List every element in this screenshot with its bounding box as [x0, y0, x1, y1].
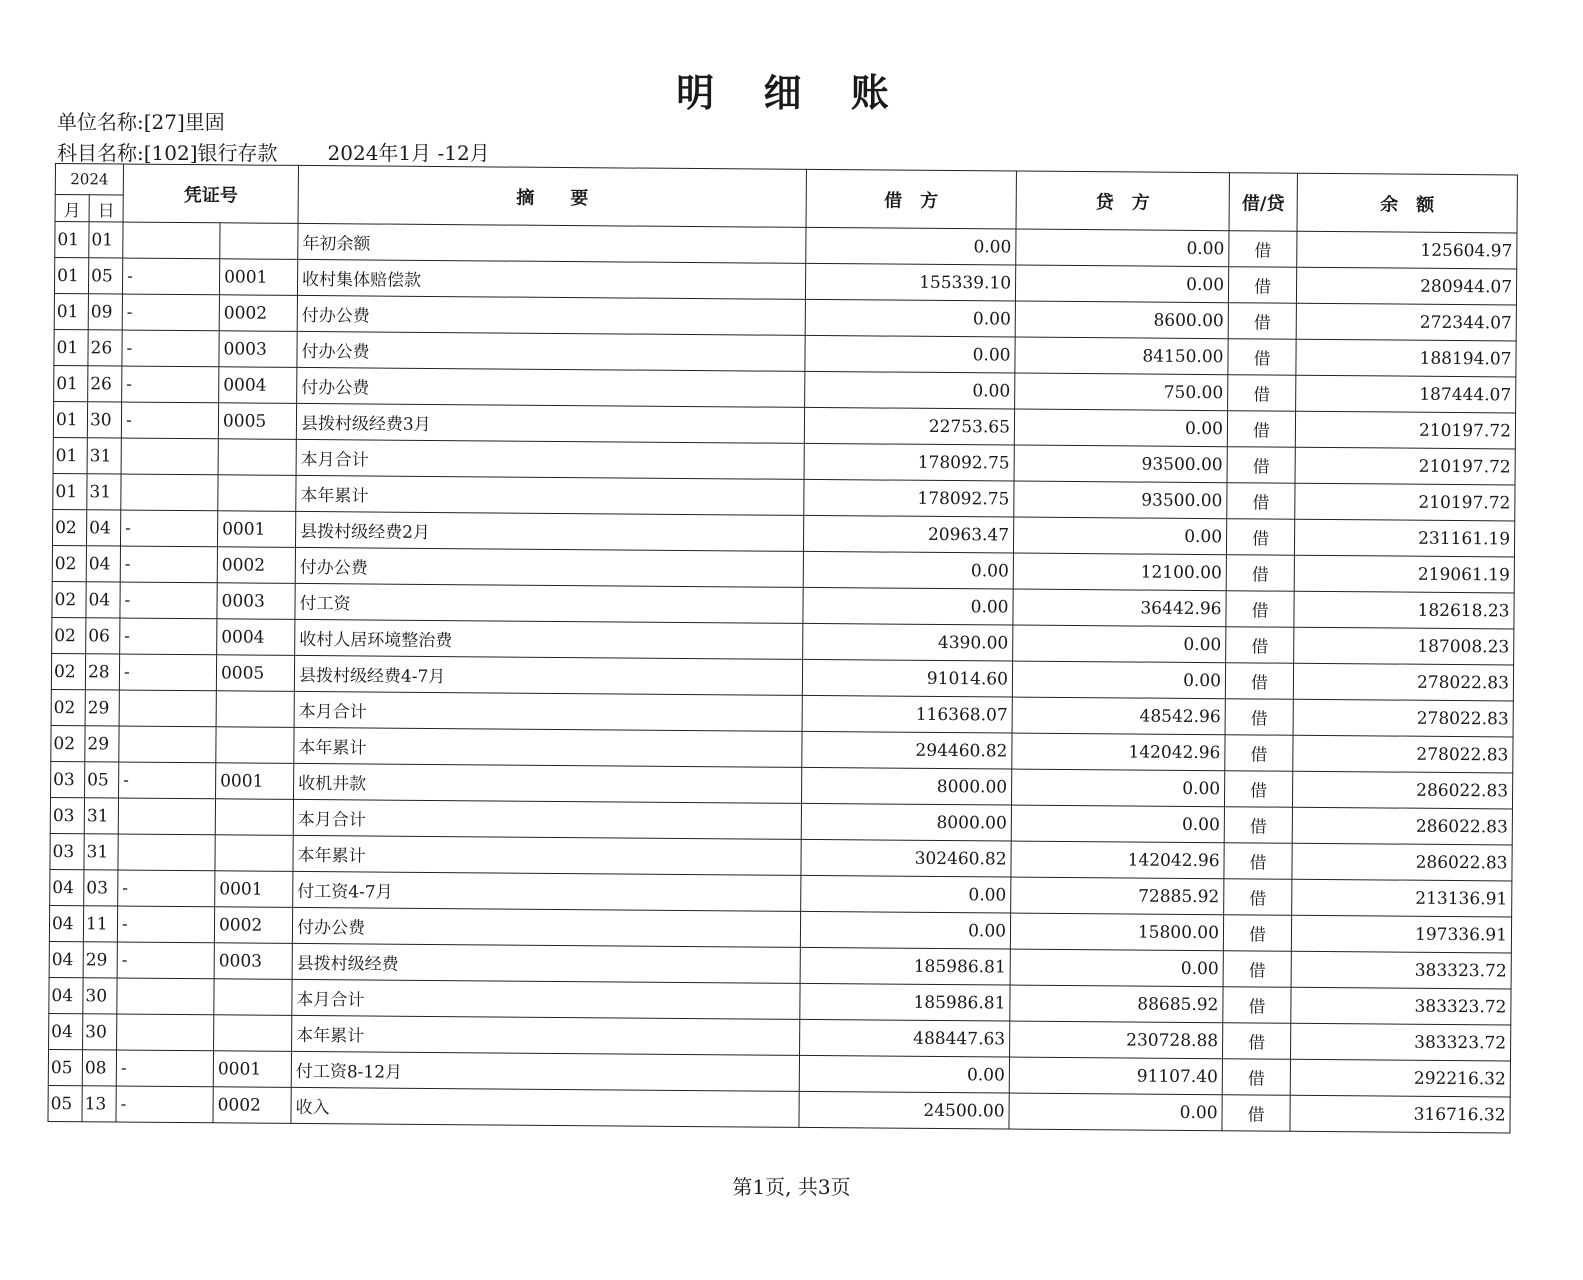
balance-cell: 278022.83	[1293, 663, 1513, 701]
debit-header: 借 方	[806, 169, 1016, 229]
direction-cell: 借	[1229, 231, 1297, 268]
voucher-type-cell: -	[122, 258, 219, 295]
month-cell: 02	[51, 725, 85, 761]
month-cell: 04	[49, 905, 83, 941]
summary-cell: 本月合计	[292, 979, 800, 1019]
direction-cell: 借	[1226, 555, 1294, 592]
summary-cell: 本年累计	[296, 475, 804, 515]
voucher-type-cell	[123, 222, 220, 259]
credit-cell: 48542.96	[1012, 697, 1225, 735]
summary-cell: 付工资8-12月	[291, 1051, 799, 1091]
debit-cell: 8000.00	[801, 803, 1011, 841]
day-cell: 05	[85, 762, 119, 798]
debit-cell: 178092.75	[804, 479, 1014, 517]
debit-cell: 91014.60	[802, 659, 1012, 697]
voucher-number-cell	[216, 691, 294, 728]
direction-cell: 借	[1222, 1095, 1290, 1132]
ledger-body	[48, 222, 1517, 1133]
direction-cell: 借	[1223, 915, 1291, 952]
direction-cell: 借	[1225, 735, 1293, 772]
credit-cell: 230728.88	[1010, 1021, 1223, 1059]
balance-cell: 213136.91	[1292, 879, 1512, 917]
balance-cell: 316716.32	[1290, 1095, 1510, 1133]
voucher-header: 凭证号	[123, 164, 298, 223]
day-cell: 29	[85, 726, 119, 762]
summary-cell: 县拨村级经费4-7月	[294, 655, 802, 695]
day-cell: 11	[83, 906, 117, 942]
balance-cell: 125604.97	[1297, 231, 1517, 269]
direction-cell: 借	[1226, 627, 1294, 664]
voucher-type-cell	[119, 690, 216, 727]
voucher-number-cell: 0005	[218, 403, 296, 440]
voucher-number-cell: 0001	[219, 259, 297, 296]
voucher-type-cell	[121, 438, 218, 475]
voucher-type-cell: -	[118, 870, 215, 907]
summary-cell: 本年累计	[294, 727, 802, 767]
voucher-type-cell: -	[116, 1086, 213, 1123]
credit-header: 贷 方	[1016, 171, 1229, 231]
month-cell: 04	[49, 977, 83, 1013]
direction-cell: 借	[1228, 303, 1296, 340]
credit-cell: 15800.00	[1010, 913, 1223, 951]
voucher-number-cell: 0004	[217, 619, 295, 656]
summary-cell: 付办公费	[297, 295, 805, 335]
page-footer: 第1页, 共3页	[732, 1175, 851, 1199]
day-cell: 31	[84, 834, 118, 870]
month-cell: 03	[51, 761, 85, 797]
period: 2024年1月 -12月	[327, 141, 490, 165]
credit-cell: 36442.96	[1013, 589, 1226, 627]
summary-cell: 本月合计	[294, 691, 802, 731]
summary-cell: 付工资4-7月	[293, 871, 801, 911]
voucher-number-cell: 0002	[214, 907, 292, 944]
direction-cell: 借	[1227, 483, 1295, 520]
day-cell: 04	[86, 582, 120, 618]
summary-cell: 收入	[291, 1087, 799, 1127]
summary-cell: 县拨村级经费3月	[296, 403, 804, 443]
summary-cell: 付办公费	[295, 547, 803, 587]
credit-cell: 0.00	[1009, 1093, 1222, 1131]
direction-cell: 借	[1223, 1023, 1291, 1060]
credit-cell: 88685.92	[1010, 985, 1223, 1023]
ledger-table	[47, 163, 1517, 1133]
balance-cell: 286022.83	[1292, 843, 1512, 881]
day-cell: 03	[84, 870, 118, 906]
debit-cell: 488447.63	[800, 1019, 1010, 1057]
debit-cell: 302460.82	[801, 839, 1011, 877]
voucher-type-cell: -	[122, 366, 219, 403]
voucher-number-cell	[218, 439, 296, 476]
debit-cell: 0.00	[805, 335, 1015, 373]
debit-cell: 185986.81	[800, 983, 1010, 1021]
direction-cell: 借	[1228, 267, 1296, 304]
month-cell: 01	[54, 293, 88, 329]
credit-cell: 8600.00	[1015, 301, 1228, 339]
subject-line	[57, 137, 490, 166]
month-cell: 02	[51, 653, 85, 689]
balance-cell: 187444.07	[1296, 375, 1516, 413]
day-cell: 26	[88, 366, 122, 402]
unit-name: 单位名称:[27]里固	[57, 110, 225, 134]
voucher-type-cell: -	[120, 510, 217, 547]
voucher-number-cell: 0003	[217, 583, 295, 620]
month-cell: 04	[50, 869, 84, 905]
debit-cell: 185986.81	[800, 947, 1010, 985]
day-header: 日	[89, 195, 123, 222]
debit-cell: 116368.07	[802, 695, 1012, 733]
month-cell: 01	[54, 258, 88, 294]
debit-cell: 0.00	[803, 587, 1013, 625]
balance-cell: 210197.72	[1295, 411, 1515, 449]
direction-header: 借/贷	[1229, 173, 1297, 232]
day-cell: 29	[85, 690, 119, 726]
voucher-type-cell: -	[120, 582, 217, 619]
summary-cell: 本年累计	[292, 1015, 800, 1055]
voucher-type-cell: -	[120, 546, 217, 583]
balance-cell: 278022.83	[1293, 735, 1513, 773]
balance-cell: 231161.19	[1294, 519, 1514, 557]
voucher-number-cell: 0004	[219, 367, 297, 404]
day-cell: 26	[88, 330, 122, 366]
balance-cell: 286022.83	[1292, 807, 1512, 845]
voucher-type-cell	[118, 798, 215, 835]
day-cell: 31	[87, 438, 121, 474]
day-cell: 28	[85, 654, 119, 690]
day-cell: 30	[83, 1014, 117, 1050]
day-cell: 30	[87, 402, 121, 438]
voucher-number-cell: 0003	[214, 943, 292, 980]
voucher-type-cell: -	[120, 618, 217, 655]
summary-header: 摘 要	[298, 165, 806, 227]
debit-cell: 8000.00	[801, 767, 1011, 805]
voucher-type-cell: -	[122, 294, 219, 331]
voucher-number-cell	[220, 223, 298, 260]
credit-cell: 0.00	[1013, 517, 1226, 555]
debit-cell: 4390.00	[803, 623, 1013, 661]
balance-header: 余 额	[1297, 173, 1517, 233]
summary-cell: 付办公费	[297, 331, 805, 371]
balance-cell: 383323.72	[1291, 951, 1511, 989]
day-cell: 08	[82, 1050, 116, 1086]
voucher-type-cell: -	[117, 942, 214, 979]
voucher-number-cell: 0002	[219, 295, 297, 332]
voucher-number-cell	[214, 979, 292, 1016]
summary-cell: 付办公费	[292, 907, 800, 947]
direction-cell: 借	[1224, 771, 1292, 808]
month-cell: 01	[53, 401, 87, 437]
credit-cell: 0.00	[1010, 949, 1223, 987]
debit-cell: 20963.47	[803, 515, 1013, 553]
day-cell: 01	[89, 222, 123, 258]
credit-cell: 12100.00	[1013, 553, 1226, 591]
balance-cell: 182618.23	[1294, 591, 1514, 629]
voucher-number-cell	[216, 727, 294, 764]
balance-cell: 210197.72	[1295, 447, 1515, 485]
balance-cell: 383323.72	[1290, 1023, 1510, 1061]
voucher-number-cell: 0002	[217, 547, 295, 584]
debit-cell: 0.00	[805, 371, 1015, 409]
voucher-number-cell: 0003	[219, 331, 297, 368]
summary-cell: 本月合计	[296, 439, 804, 479]
direction-cell: 借	[1224, 807, 1292, 844]
direction-cell: 借	[1228, 339, 1296, 376]
day-cell: 29	[83, 942, 117, 978]
day-cell: 05	[88, 258, 122, 294]
voucher-number-cell: 0002	[213, 1087, 291, 1124]
credit-cell: 0.00	[1015, 265, 1228, 303]
summary-cell: 收村人居环境整治费	[295, 619, 803, 659]
month-cell: 02	[52, 545, 86, 581]
credit-cell: 0.00	[1013, 625, 1226, 663]
month-cell: 01	[54, 365, 88, 401]
direction-cell: 借	[1224, 843, 1292, 880]
month-cell: 04	[49, 1013, 83, 1049]
credit-cell: 0.00	[1011, 805, 1224, 843]
day-cell: 06	[86, 618, 120, 654]
direction-cell: 借	[1227, 447, 1295, 484]
month-cell: 01	[53, 473, 87, 509]
credit-cell: 93500.00	[1014, 445, 1227, 483]
summary-cell: 收村集体赔偿款	[297, 259, 805, 299]
voucher-number-cell: 0005	[216, 655, 294, 692]
credit-cell: 0.00	[1014, 409, 1227, 447]
direction-cell: 借	[1226, 591, 1294, 628]
credit-cell: 142042.96	[1012, 733, 1225, 771]
month-cell: 02	[52, 509, 86, 545]
debit-cell: 0.00	[803, 551, 1013, 589]
day-cell: 09	[88, 294, 122, 330]
voucher-type-cell	[117, 1014, 214, 1051]
voucher-type-cell	[117, 978, 214, 1015]
direction-cell: 借	[1224, 879, 1292, 916]
voucher-type-cell	[119, 726, 216, 763]
day-cell: 04	[86, 510, 120, 546]
voucher-number-cell	[215, 799, 293, 836]
day-cell: 31	[84, 798, 118, 834]
month-cell: 04	[49, 941, 83, 977]
debit-cell: 0.00	[805, 299, 1015, 337]
month-cell: 05	[48, 1049, 82, 1085]
month-cell: 03	[50, 797, 84, 833]
debit-cell: 0.00	[799, 1055, 1009, 1093]
month-cell: 01	[54, 329, 88, 365]
day-cell: 04	[86, 546, 120, 582]
voucher-number-cell	[214, 1015, 292, 1052]
month-cell: 02	[51, 689, 85, 725]
balance-cell: 210197.72	[1295, 483, 1515, 521]
direction-cell: 借	[1222, 1059, 1290, 1096]
credit-cell: 93500.00	[1014, 481, 1227, 519]
day-cell: 31	[87, 474, 121, 510]
balance-cell: 286022.83	[1292, 771, 1512, 809]
voucher-type-cell: -	[119, 654, 216, 691]
summary-cell: 县拨村级经费	[292, 943, 800, 983]
voucher-type-cell	[121, 474, 218, 511]
debit-cell: 22753.65	[804, 407, 1014, 445]
voucher-type-cell: -	[116, 1050, 213, 1087]
direction-cell: 借	[1223, 951, 1291, 988]
credit-cell: 142042.96	[1011, 841, 1224, 879]
day-cell: 30	[83, 978, 117, 1014]
balance-cell: 188194.07	[1296, 339, 1516, 377]
credit-cell: 91107.40	[1009, 1057, 1222, 1095]
voucher-number-cell	[218, 475, 296, 512]
voucher-number-cell: 0001	[215, 871, 293, 908]
summary-cell: 付办公费	[297, 367, 805, 407]
year-header: 2024	[55, 164, 123, 196]
voucher-number-cell: 0001	[217, 511, 295, 548]
voucher-number-cell	[215, 835, 293, 872]
voucher-type-cell: -	[119, 762, 216, 799]
month-cell: 05	[48, 1085, 82, 1121]
credit-cell: 84150.00	[1015, 337, 1228, 375]
direction-cell: 借	[1223, 987, 1291, 1024]
debit-cell: 294460.82	[802, 731, 1012, 769]
voucher-type-cell: -	[121, 402, 218, 439]
page-title: 明 细 账	[676, 70, 907, 115]
day-cell: 13	[82, 1086, 116, 1122]
credit-cell: 0.00	[1012, 661, 1225, 699]
month-cell: 01	[55, 222, 89, 258]
summary-cell: 本月合计	[293, 799, 801, 839]
direction-cell: 借	[1226, 519, 1294, 556]
balance-cell: 280944.07	[1296, 267, 1516, 305]
balance-cell: 383323.72	[1291, 987, 1511, 1025]
voucher-type-cell: -	[117, 906, 214, 943]
voucher-type-cell	[118, 834, 215, 871]
debit-cell: 24500.00	[799, 1091, 1009, 1129]
balance-cell: 219061.19	[1294, 555, 1514, 593]
summary-cell: 县拨村级经费2月	[295, 511, 803, 551]
debit-cell: 0.00	[801, 875, 1011, 913]
balance-cell: 197336.91	[1291, 915, 1511, 953]
balance-cell: 292216.32	[1290, 1059, 1510, 1097]
summary-cell: 年初余额	[298, 223, 806, 263]
debit-cell: 0.00	[800, 911, 1010, 949]
month-cell: 01	[53, 437, 87, 473]
debit-cell: 0.00	[806, 227, 1016, 265]
direction-cell: 借	[1227, 411, 1295, 448]
summary-cell: 付工资	[295, 583, 803, 623]
direction-cell: 借	[1225, 663, 1293, 700]
direction-cell: 借	[1228, 375, 1296, 412]
month-cell: 02	[52, 581, 86, 617]
month-cell: 03	[50, 833, 84, 869]
voucher-type-cell: -	[122, 330, 219, 367]
direction-cell: 借	[1225, 699, 1293, 736]
summary-cell: 本年累计	[293, 835, 801, 875]
month-cell: 02	[52, 617, 86, 653]
debit-cell: 178092.75	[804, 443, 1014, 481]
balance-cell: 272344.07	[1296, 303, 1516, 341]
balance-cell: 187008.23	[1294, 627, 1514, 665]
credit-cell: 750.00	[1015, 373, 1228, 411]
voucher-number-cell: 0001	[216, 763, 294, 800]
credit-cell: 72885.92	[1011, 877, 1224, 915]
month-header: 月	[55, 195, 89, 222]
subject-name: 科目名称:[102]银行存款	[57, 141, 278, 165]
debit-cell: 155339.10	[805, 263, 1015, 301]
credit-cell: 0.00	[1011, 769, 1224, 807]
voucher-number-cell: 0001	[213, 1051, 291, 1088]
summary-cell: 收机井款	[294, 763, 802, 803]
balance-cell: 278022.83	[1293, 699, 1513, 737]
credit-cell: 0.00	[1016, 229, 1229, 267]
